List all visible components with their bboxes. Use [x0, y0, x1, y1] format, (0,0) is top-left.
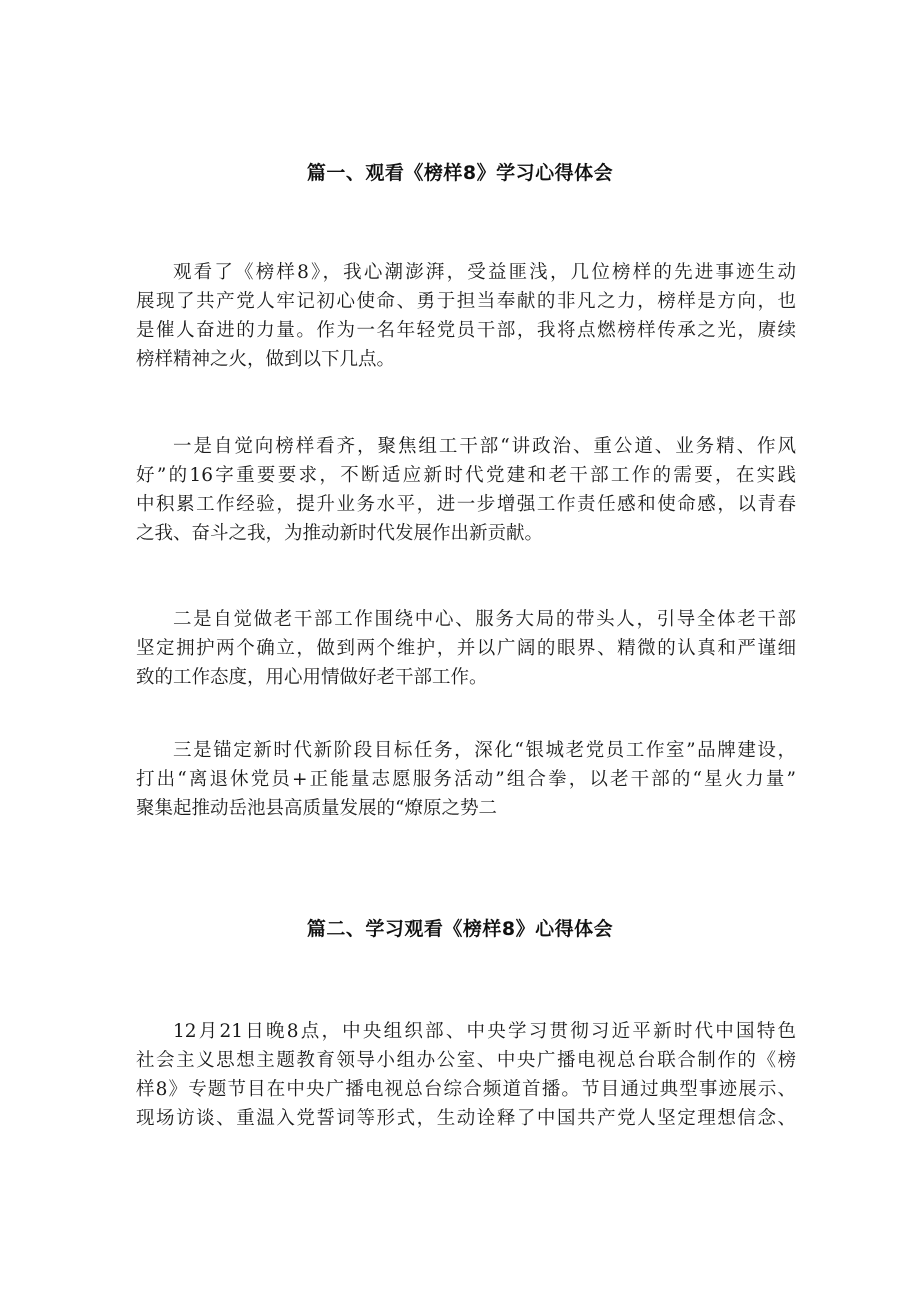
text-line: 致的工作态度，用心用情做好老干部工作。: [136, 667, 488, 688]
text-line: 二是自觉做老干部工作围绕中心、服务大局的带头人，引导全体老干部: [173, 609, 796, 630]
text-line: 坚定拥护两个确立，做到两个维护，并以广阔的眼界、精微的认真和严谨细: [136, 638, 796, 659]
text-line: 好”的16字重要要求，不断适应新时代党建和老干部工作的需要，在实践: [136, 465, 796, 486]
text-line: 之我、奋斗之我，为推动新时代发展作出新贡献。: [136, 523, 544, 544]
text-line: 社会主义思想主题教育领导小组办公室、中央广播电视总台联合制作的《榜: [136, 1050, 796, 1071]
text-line: 展现了共产党人牢记初心使命、勇于担当奉献的非凡之力，榜样是方向，也: [136, 291, 796, 312]
text-line: 中积累工作经验，提升业务水平，进一步增强工作责任感和使命感，以青春: [136, 494, 796, 515]
text-line: 打出“离退休党员+正能量志愿服务活动”组合拳，以老干部的“星火力量”: [136, 769, 796, 790]
section-1-paragraph-1: [136, 258, 796, 374]
section-1-title: 篇一、观看《榜样8》学习心得体会: [306, 162, 614, 184]
text-line: 榜样精神之火，做到以下几点。: [136, 349, 396, 370]
text-line: 一是自觉向榜样看齐，聚焦组工干部“讲政治、重公道、业务精、作风: [173, 436, 796, 457]
section-1-paragraph-2: [136, 432, 796, 548]
text-line: 是催人奋进的力量。作为一名年轻党员干部，我将点燃榜样传承之光，赓续: [136, 320, 796, 341]
text-line: 样8》专题节目在中央广播电视总台综合频道首播。节目通过典型事迹展示、: [136, 1079, 796, 1100]
text-line: 观看了《榜样8》，我心潮澎湃，受益匪浅，几位榜样的先进事迹生动: [173, 262, 796, 283]
section-1-paragraph-4: [136, 736, 796, 823]
text-line: 现场访谈、重温入党誓词等形式，生动诠释了中国共产党人坚定理想信念、: [136, 1108, 796, 1129]
section-2-paragraph-1: [136, 1017, 796, 1133]
text-line: 聚集起推动岳池县高质量发展的“燎原之势二: [136, 798, 497, 819]
text-line: 三是锚定新时代新阶段目标任务，深化“银城老党员工作室”品牌建设，: [173, 740, 796, 761]
section-2-title: 篇二、学习观看《榜样8》心得体会: [306, 918, 614, 940]
text-line: 12月21日晚8点，中央组织部、中央学习贯彻习近平新时代中国特色: [173, 1021, 796, 1042]
section-1-paragraph-3: [136, 605, 796, 692]
